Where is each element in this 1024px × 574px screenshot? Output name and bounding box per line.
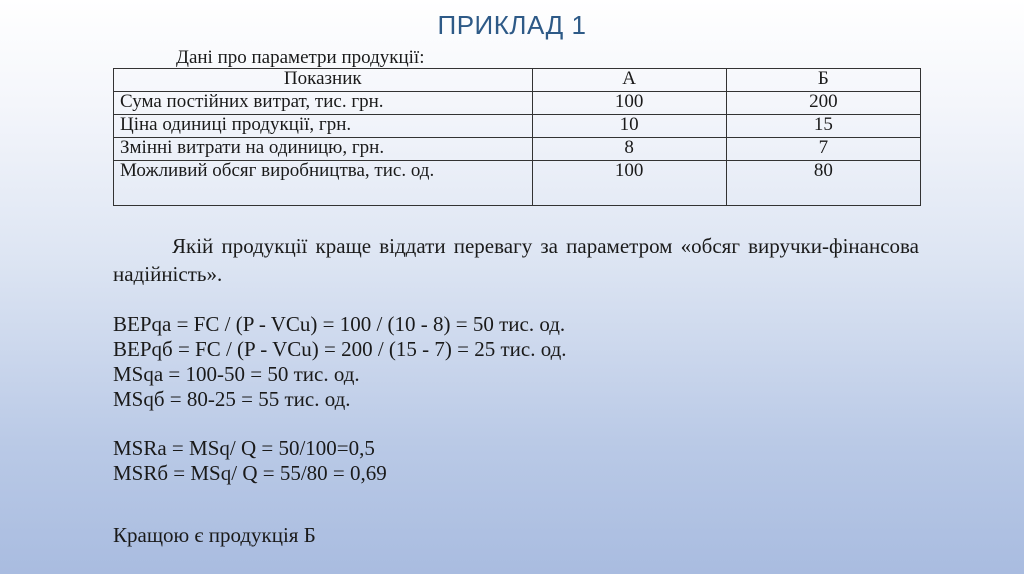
parameters-table xyxy=(113,68,921,206)
spacer xyxy=(113,412,567,436)
conclusion-text: Кращою є продукція Б xyxy=(113,523,316,547)
cell-b: 15 xyxy=(726,115,920,138)
header-indicator: Показник xyxy=(114,69,533,92)
table-header-row xyxy=(114,69,921,92)
slide-title: ПРИКЛАД 1 xyxy=(437,10,587,40)
table-caption: Дані про параметри продукції: xyxy=(176,47,425,68)
formula-ms-a: MSqa = 100-50 = 50 тис. од. xyxy=(113,362,360,386)
cell-b: 80 xyxy=(726,161,920,206)
formula-bep-a: BEPqa = FC / (P - VCu) = 100 / (10 - 8) = 50 тис. од. xyxy=(113,312,566,336)
row-label: Змінні витрати на одиницю, грн. xyxy=(114,138,533,161)
row-label: Сума постійних витрат, тис. грн. xyxy=(114,92,533,115)
formula-msr-a: MSRa = MSq/ Q = 50/100=0,5 xyxy=(113,436,375,460)
cell-b: 7 xyxy=(726,138,920,161)
question-text: Якій продукції краще віддати перевагу за параметром «обсяг виручки-фінансова надійність». xyxy=(113,234,919,286)
table-row xyxy=(114,138,921,161)
formulas-block xyxy=(113,312,567,486)
cell-a: 10 xyxy=(532,115,726,138)
formula-msr-b: MSRб = MSq/ Q = 55/80 = 0,69 xyxy=(113,461,387,485)
table-row xyxy=(114,92,921,115)
cell-a: 100 xyxy=(532,92,726,115)
cell-a: 100 xyxy=(532,161,726,206)
formula-bep-b: BEPqб = FC / (P - VCu) = 200 / (15 - 7) = 25 тис. од. xyxy=(113,337,567,361)
header-product-a: А xyxy=(532,69,726,92)
row-label: Можливий обсяг виробництва, тис. од. xyxy=(114,161,533,206)
table-row xyxy=(114,115,921,138)
table-row xyxy=(114,161,921,206)
formula-ms-b: MSqб = 80-25 = 55 тис. од. xyxy=(113,387,351,411)
row-label: Ціна одиниці продукції, грн. xyxy=(114,115,533,138)
header-product-b: Б xyxy=(726,69,920,92)
cell-b: 200 xyxy=(726,92,920,115)
cell-a: 8 xyxy=(532,138,726,161)
